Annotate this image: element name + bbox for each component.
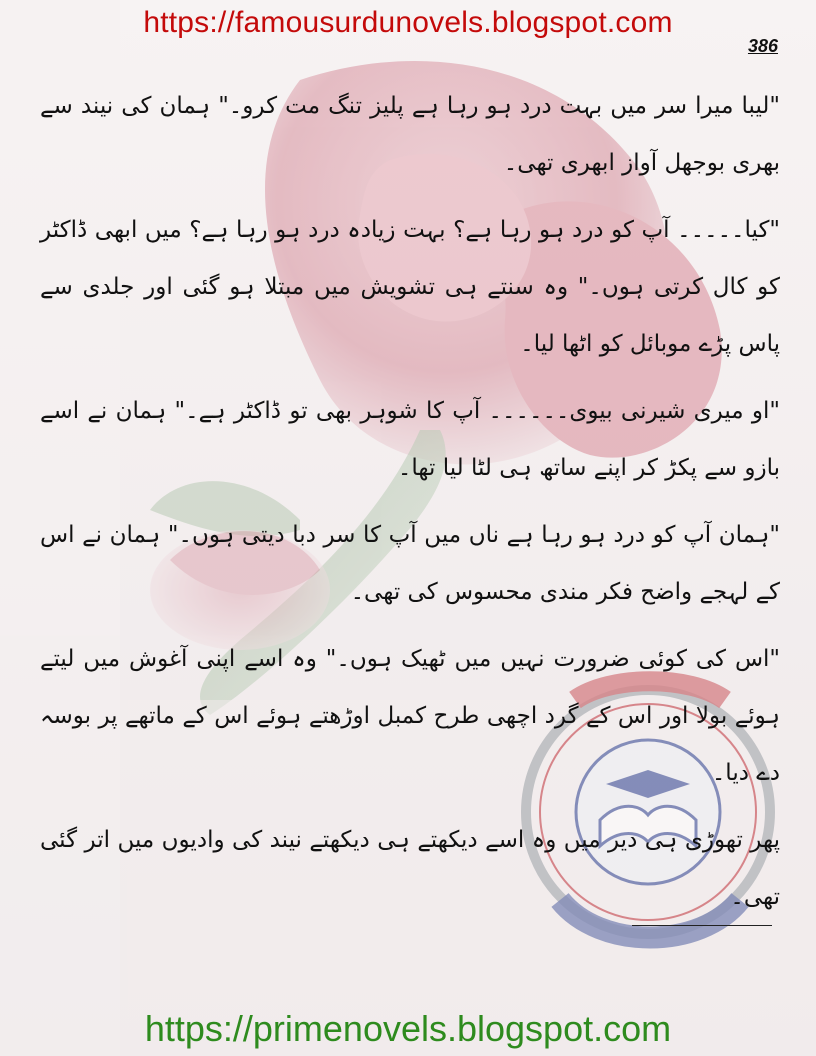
header-blog-url[interactable]: https://famousurdunovels.blogspot.com bbox=[143, 6, 673, 39]
paragraph-5: "اس کی کوئی ضرورت نہیں میں ٹھیک ہوں۔" وہ اسے اپنی آغوش میں لیتے ہوئے بولا اور اس کے گرد اچھی طرح کمبل اوڑھتے ہوئے اس کے ماتھے پر بوسہ دے دیا۔ bbox=[40, 646, 780, 786]
novel-body-text bbox=[40, 78, 780, 936]
end-divider-line bbox=[632, 925, 772, 926]
page-number: 386 bbox=[747, 36, 778, 56]
paragraph-2: "کیا۔۔۔۔۔ آپ کو درد ہو رہا ہے؟ بہت زیادہ درد ہو رہا ہے؟ میں ابھی ڈاکٹر کو کال کرتی ہوں۔" وہ سنتے ہی تشویش میں مبتلا ہو گئی اور جلدی سے پاس پڑے موبائل کو اٹھا لیا۔ bbox=[40, 217, 780, 357]
footer-blog-url[interactable]: https://primenovels.blogspot.com bbox=[144, 1008, 672, 1049]
paragraph-6: پھر تھوڑی ہی دیر میں وہ اسے دیکھتے ہی دیکھتے نیند کی وادیوں میں اتر گئی تھی۔ bbox=[40, 827, 780, 910]
paragraph-4: "ہمان آپ کو درد ہو رہا ہے ناں میں آپ کا سر دبا دیتی ہوں۔" ہمان نے اس کے لہجے واضح فکر مندی محسوس کی تھی۔ bbox=[40, 522, 780, 605]
paragraph-1: "لیبا میرا سر میں بہت درد ہو رہا ہے پلیز تنگ مت کرو۔" ہمان کی نیند سے بھری بوجھل آواز ابھری تھی۔ bbox=[40, 93, 780, 176]
paragraph-3: "او میری شیرنی بیوی۔۔۔۔۔۔ آپ کا شوہر بھی تو ڈاکٹر ہے۔" ہمان نے اسے بازو سے پکڑ کر اپنے ساتھ ہی لٹا لیا تھا۔ bbox=[40, 398, 780, 481]
